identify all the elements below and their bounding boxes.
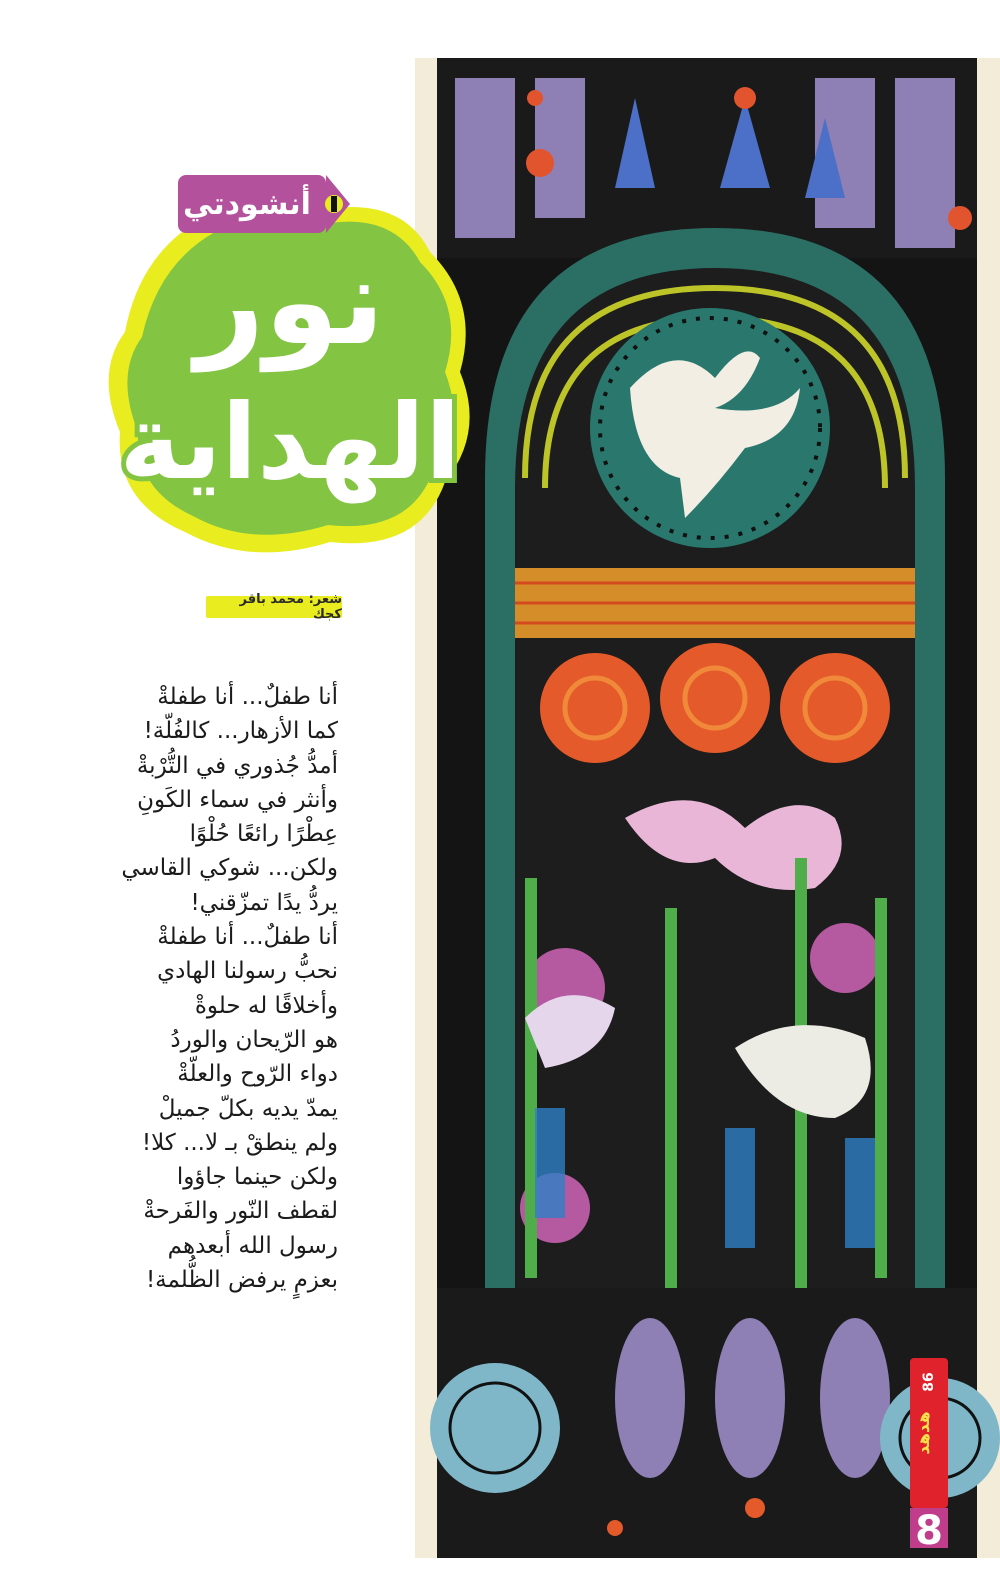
poem-line: ولكن حينما جاؤوا bbox=[176, 1164, 338, 1191]
poem-line: لقطف النّور والفَرحةْ bbox=[143, 1198, 338, 1225]
title-line-2: الهداية bbox=[119, 381, 461, 503]
poem-line: أنا طفلٌ... أنا طفلةْ bbox=[157, 924, 338, 951]
painting-svg bbox=[415, 58, 1000, 1558]
poem-line: بعزمٍ يرفض الظُّلمة! bbox=[145, 1267, 338, 1294]
poem-line: دواء الرّوح والعلّةْ bbox=[177, 1061, 338, 1088]
page-number: 8 bbox=[915, 1508, 943, 1554]
poet-credit: شعر: محمد باقر كجك bbox=[206, 596, 342, 618]
poem-text bbox=[8, 680, 338, 1297]
poem-line: هو الرّيحان والوردُ bbox=[170, 1026, 338, 1053]
poem-line: كما الأزهار... كالفُلّة! bbox=[143, 718, 338, 745]
title-line-1: نور bbox=[195, 233, 385, 372]
poem-line: عِطْرًا رائعًا حُلْوًا bbox=[189, 821, 338, 848]
poem-line: أنا طفلٌ... أنا طفلةْ bbox=[157, 684, 338, 710]
magazine-logo-text: هدهد bbox=[914, 1411, 934, 1455]
poem-line: أمدُّ جُذوري في التُّرْبةْ bbox=[136, 752, 338, 779]
poem-line: ولم ينطقْ بـ لا... كلا! bbox=[141, 1129, 338, 1156]
section-tag: أنشودتي bbox=[183, 186, 311, 222]
poem-line: نحبُّ رسولنا الهادي bbox=[157, 958, 338, 985]
issue-number: 86 bbox=[921, 1372, 937, 1392]
poem-line: يمدّ يديه بكلّ جميلْ bbox=[158, 1095, 338, 1122]
poem-line: وأنثر في سماء الكَونِ bbox=[137, 786, 338, 813]
poem-line: وأخلاقًا له حلوةْ bbox=[194, 992, 338, 1019]
poem-line: يردُّ يدًا تمزّقني! bbox=[190, 889, 338, 916]
poem-line: ولكن... شوكي القاسي bbox=[121, 855, 338, 882]
painting-illustration bbox=[415, 58, 1000, 1558]
poem-line: رسول الله أبعدهم bbox=[167, 1232, 338, 1259]
